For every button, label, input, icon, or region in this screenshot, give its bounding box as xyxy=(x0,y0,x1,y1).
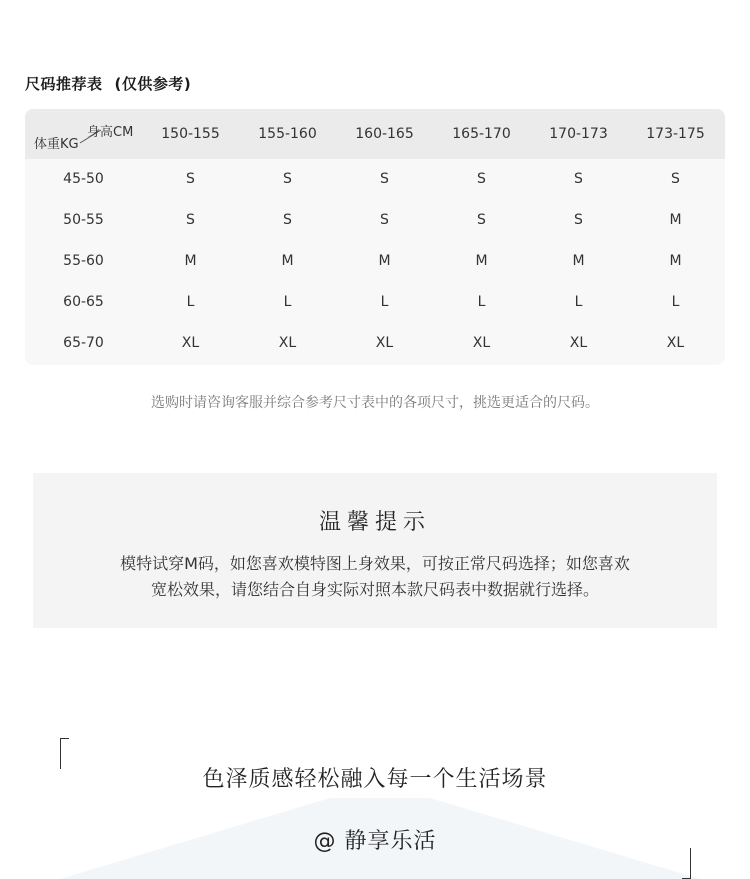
size-cell: S xyxy=(574,171,583,187)
brand-signature: @ 静享乐活 xyxy=(313,829,437,854)
size-cell: S xyxy=(574,212,583,228)
size-cell: M xyxy=(572,253,585,269)
table-corner-cell xyxy=(25,109,152,159)
size-cell: L xyxy=(380,294,389,310)
weight-row-header: 60-65 xyxy=(63,294,104,310)
slogan-text: 色泽质感轻松融入每一个生活场景 xyxy=(202,767,548,792)
size-cell: S xyxy=(477,212,486,228)
size-cell: S xyxy=(283,212,292,228)
tips-body xyxy=(33,551,717,603)
weight-row-header: 55-60 xyxy=(63,253,104,269)
height-column-header: 173-175 xyxy=(646,126,705,142)
height-column-header: 170-173 xyxy=(549,126,608,142)
weight-row-header: 45-50 xyxy=(63,171,104,187)
size-cell: L xyxy=(671,294,680,310)
size-cell: XL xyxy=(472,335,491,351)
size-cell: L xyxy=(574,294,583,310)
size-chart-title xyxy=(25,73,191,94)
size-cell: S xyxy=(186,171,195,187)
height-column-header: 150-155 xyxy=(161,126,220,142)
size-cell: S xyxy=(671,171,680,187)
weight-axis-label: 体重KG xyxy=(34,137,79,152)
height-column-header: 155-160 xyxy=(258,126,317,142)
tips-box xyxy=(33,473,717,628)
size-cell: M xyxy=(378,253,391,269)
size-cell: M xyxy=(281,253,294,269)
size-cell: XL xyxy=(375,335,394,351)
size-cell: M xyxy=(669,212,682,228)
size-table xyxy=(25,109,725,365)
size-cell: S xyxy=(477,171,486,187)
size-selection-note: 选购时请咨询客服并综合参考尺寸表中的各项尺寸，挑选更适合的尺码。 xyxy=(151,395,599,411)
size-cell: L xyxy=(186,294,195,310)
table-row xyxy=(25,200,725,241)
size-cell: XL xyxy=(569,335,588,351)
height-column-header: 165-170 xyxy=(452,126,511,142)
size-cell: S xyxy=(380,171,389,187)
tips-line: 模特试穿M码，如您喜欢模特图上身效果，可按正常尺码选择；如您喜欢 xyxy=(120,554,630,573)
size-cell: XL xyxy=(181,335,200,351)
size-chart-title-main: 尺码推荐表 xyxy=(25,75,103,93)
table-row xyxy=(25,241,725,282)
size-cell: M xyxy=(669,253,682,269)
height-column-header: 160-165 xyxy=(355,126,414,142)
weight-row-header: 50-55 xyxy=(63,212,104,228)
table-row xyxy=(25,282,725,323)
size-table-header xyxy=(25,109,725,159)
size-cell: XL xyxy=(666,335,685,351)
size-cell: S xyxy=(186,212,195,228)
table-row xyxy=(25,159,725,200)
size-cell: XL xyxy=(278,335,297,351)
size-cell: S xyxy=(283,171,292,187)
size-cell: M xyxy=(475,253,488,269)
size-cell: M xyxy=(184,253,197,269)
size-cell: L xyxy=(477,294,486,310)
height-axis-label: 身高CM xyxy=(87,125,134,140)
tips-line: 宽松效果，请您结合自身实际对照本款尺码表中数据就行选择。 xyxy=(150,580,599,599)
size-cell: S xyxy=(380,212,389,228)
weight-row-header: 65-70 xyxy=(63,335,104,351)
table-row xyxy=(25,323,725,364)
size-chart-title-sub: (仅供参考) xyxy=(114,75,192,93)
tips-title: 温馨提示 xyxy=(318,510,431,535)
size-cell: L xyxy=(283,294,292,310)
